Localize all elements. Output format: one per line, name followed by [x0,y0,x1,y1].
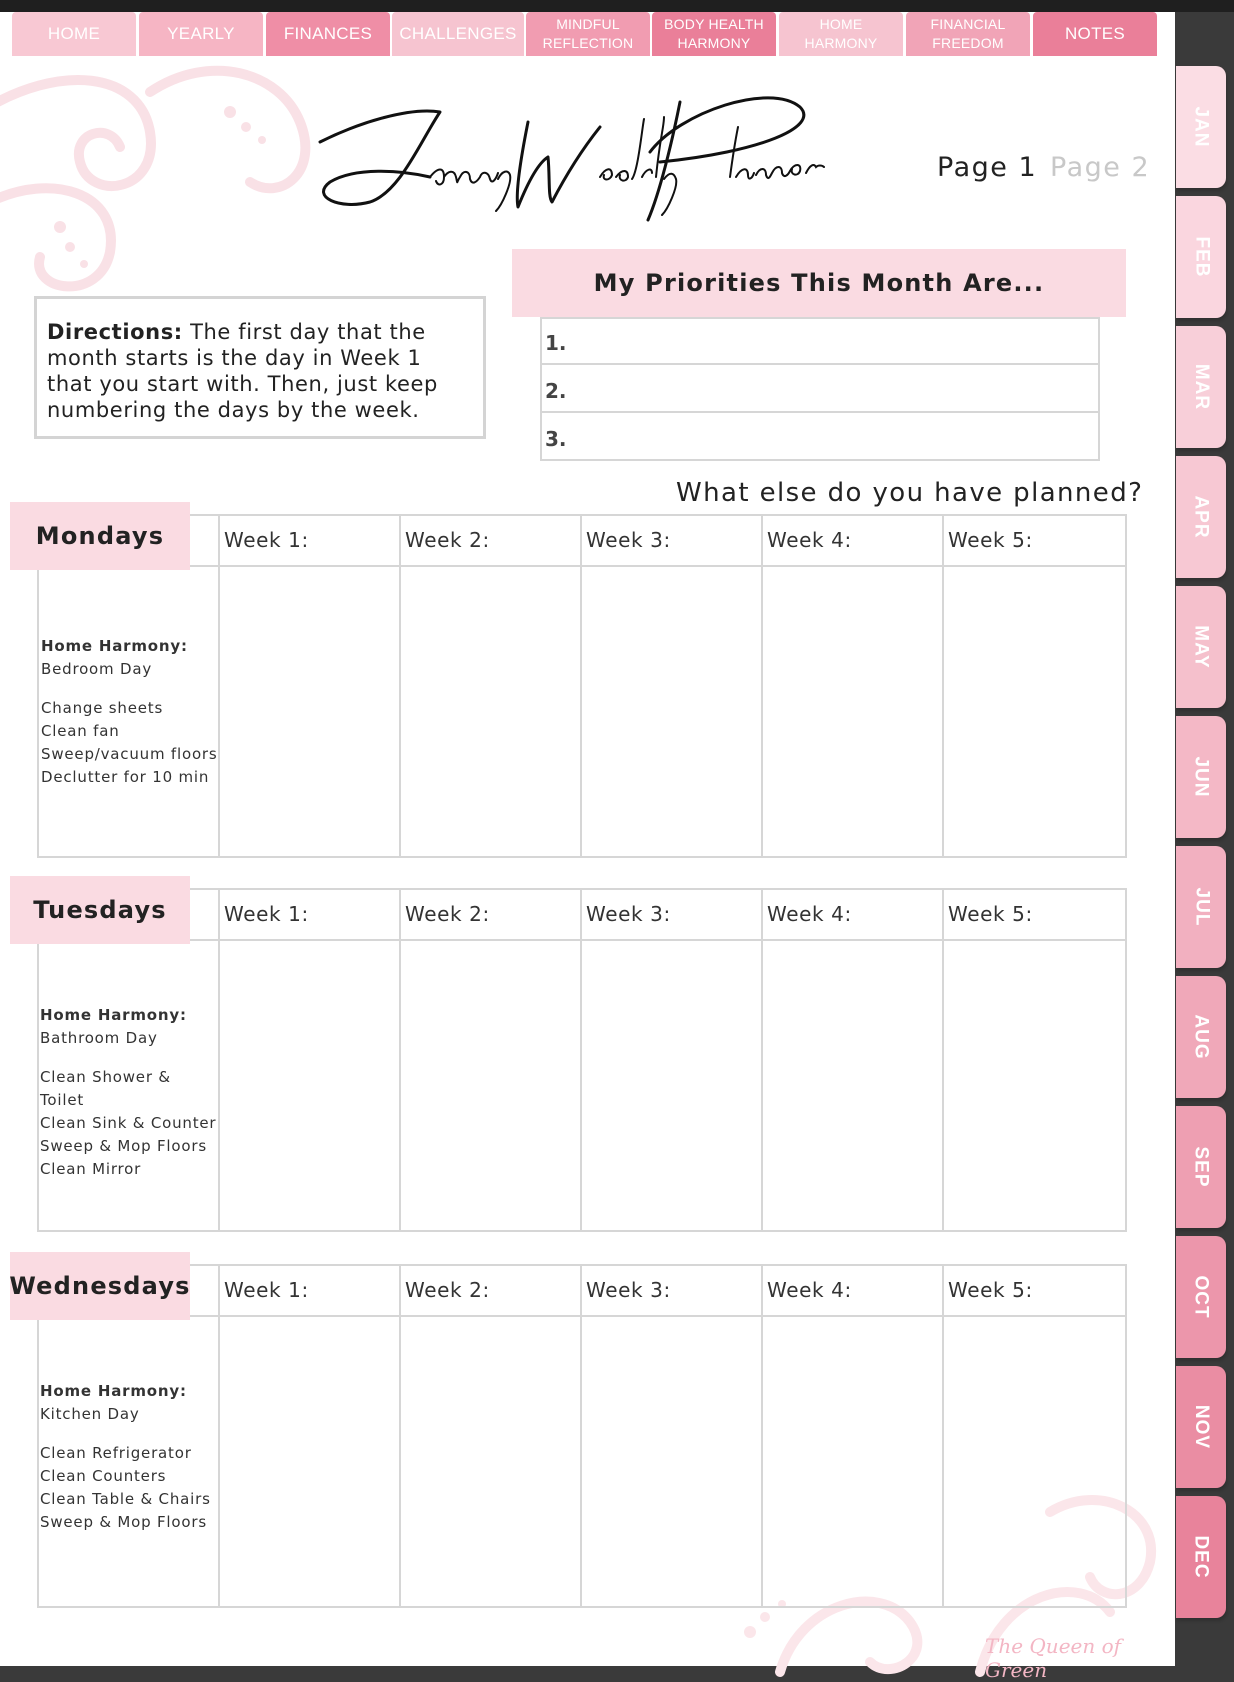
week-3-entry-cell[interactable] [582,567,761,856]
home-harmony-label: Home Harmony: [41,637,188,655]
week-label-3: Week 3: [586,528,671,552]
decorative-swirl-top [0,52,340,312]
priority-number: 3. [545,427,567,451]
week-4-entry-cell[interactable] [763,1317,942,1606]
month-tab-label: JUN [1190,756,1212,798]
nav-tab-finances[interactable]: FINANCES [266,12,390,56]
week-label-1: Week 1: [224,902,309,926]
day-label-mondays: Mondays [10,502,190,570]
task-item: Sweep/vacuum floors [41,745,218,763]
week-label-5: Week 5: [948,1278,1033,1302]
priority-number: 1. [545,331,567,355]
week-label-2: Week 2: [405,528,490,552]
week-label-5: Week 5: [948,902,1033,926]
task-item: Sweep & Mop Floors [40,1513,207,1531]
priority-number: 2. [545,379,567,403]
priorities-list [540,317,1100,461]
home-harmony-day: Bedroom Day [41,660,153,678]
task-spacer [40,1050,230,1066]
month-tab-jan[interactable] [1176,66,1226,188]
task-item: Clean Refrigerator [40,1444,192,1462]
month-tab-jun[interactable] [1176,716,1226,838]
task-item: Toilet [40,1091,85,1109]
week-1-entry-cell[interactable] [220,1317,399,1606]
brand-watermark: The Queen of Green [985,1634,1122,1682]
month-tab-may[interactable] [1176,586,1226,708]
month-tab-aug[interactable] [1176,976,1226,1098]
task-item: Clean Counters [40,1467,167,1485]
week-label-4: Week 4: [767,902,852,926]
week-label-3: Week 3: [586,902,671,926]
week-1-entry-cell[interactable] [220,941,399,1230]
task-item: Clean Mirror [40,1160,142,1178]
nav-tab-mindful-reflection[interactable]: MINDFUL REFLECTION [526,12,650,56]
week-5-entry-cell[interactable] [944,941,1127,1230]
page-2-link[interactable]: Page 2 [1050,152,1151,183]
week-label-1: Week 1: [224,528,309,552]
week-2-entry-cell[interactable] [401,567,580,856]
priority-item-2[interactable] [540,365,1100,413]
priority-item-1[interactable] [540,317,1100,365]
week-label-3: Week 3: [586,1278,671,1302]
nav-tab-home-harmony[interactable]: HOME HARMONY [779,12,903,56]
directions-text: The first day that the month starts is the day in Week 1 that you start with. Then, just keep numbering the days by the week. [47,320,438,422]
day-label-tuesdays: Tuesdays [10,876,190,944]
nav-tab-challenges[interactable]: CHALLENGES [392,12,524,56]
week-5-entry-cell[interactable] [944,1317,1127,1606]
month-tab-oct[interactable] [1176,1236,1226,1358]
task-item: Clean fan [41,722,120,740]
title-script [300,82,860,232]
directions-label: Directions: [47,320,183,344]
day-label-wednesdays: Wednesdays [10,1252,190,1320]
week-4-entry-cell[interactable] [763,567,942,856]
task-spacer [41,681,231,697]
week-label-2: Week 2: [405,902,490,926]
week-label-5: Week 5: [948,528,1033,552]
month-tab-label: MAR [1191,363,1212,411]
task-item: Change sheets [41,699,164,717]
task-item: Sweep & Mop Floors [40,1137,207,1155]
directions-box [34,296,486,439]
month-tab-label: AUG [1190,1014,1212,1060]
month-tab-jul[interactable] [1176,846,1226,968]
week-label-1: Week 1: [224,1278,309,1302]
home-harmony-day: Bathroom Day [40,1029,158,1047]
task-item: Declutter for 10 min [41,768,210,786]
nav-tab-financial-freedom[interactable]: FINANCIAL FREEDOM [906,12,1030,56]
planner-page [0,12,1175,1682]
task-item: Clean Shower & [40,1068,171,1086]
home-harmony-tasks [40,1004,230,1181]
home-harmony-day: Kitchen Day [40,1405,140,1423]
priority-item-3[interactable] [540,413,1100,461]
what-else-heading: What else do you have planned? [676,478,1144,508]
home-harmony-tasks [40,1380,230,1534]
month-tab-dec[interactable] [1176,1496,1226,1618]
priorities-heading: My Priorities This Month Are... [512,249,1126,317]
nav-tab-body-health-harmony[interactable]: BODY HEALTH HARMONY [652,12,776,56]
week-label-2: Week 2: [405,1278,490,1302]
nav-tab-home[interactable]: HOME [12,12,136,56]
month-tab-apr[interactable] [1176,456,1226,578]
title-text: January Weekly Planner [300,82,312,83]
week-1-entry-cell[interactable] [220,567,399,856]
page-1-link[interactable]: Page 1 [937,152,1038,183]
home-harmony-label: Home Harmony: [40,1006,187,1024]
task-item: Clean Sink & Counter [40,1114,217,1132]
page-title [300,82,860,232]
task-item: Clean Table & Chairs [40,1490,211,1508]
week-3-entry-cell[interactable] [582,941,761,1230]
month-tab-label: OCT [1190,1275,1212,1319]
nav-tab-notes[interactable]: NOTES [1033,12,1157,56]
month-tab-mar[interactable] [1176,326,1226,448]
window-top-bar [0,0,1234,12]
home-harmony-label: Home Harmony: [40,1382,187,1400]
week-5-entry-cell[interactable] [944,567,1127,856]
month-tab-label: DEC [1191,1535,1212,1579]
week-label-4: Week 4: [767,528,852,552]
week-2-entry-cell[interactable] [401,1317,580,1606]
month-tab-label: NOV [1191,1404,1212,1450]
month-tab-label: JUL [1191,887,1212,927]
week-4-entry-cell[interactable] [763,941,942,1230]
week-2-entry-cell[interactable] [401,941,580,1230]
month-tab-label: APR [1191,495,1212,539]
month-tab-feb[interactable] [1176,196,1226,318]
nav-tab-yearly[interactable]: YEARLY [139,12,263,56]
month-tab-label: SEP [1191,1146,1212,1188]
month-tab-label: JAN [1190,106,1212,148]
month-tab-label: MAY [1190,625,1212,669]
home-harmony-tasks [41,635,231,789]
month-tab-label: FEB [1191,236,1212,278]
week-label-4: Week 4: [767,1278,852,1302]
month-tab-sep[interactable] [1176,1106,1226,1228]
task-spacer [40,1426,230,1442]
month-tab-nov[interactable] [1176,1366,1226,1488]
week-3-entry-cell[interactable] [582,1317,761,1606]
